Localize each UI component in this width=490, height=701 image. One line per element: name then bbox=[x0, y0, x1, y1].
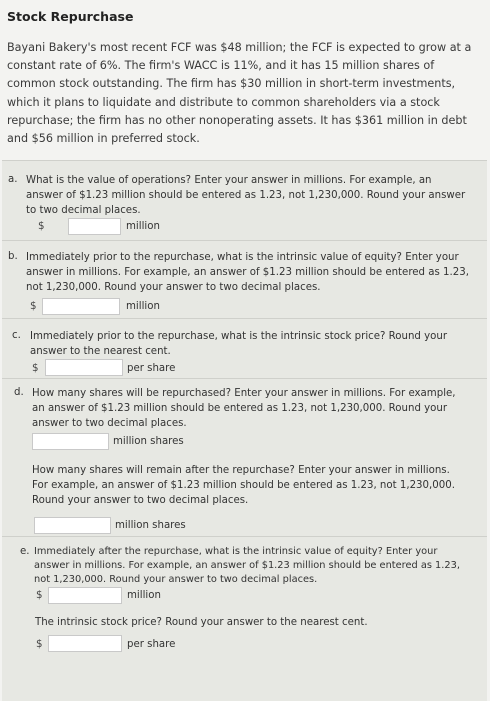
stock-price-after-input[interactable] bbox=[48, 635, 122, 652]
question-c-letter: c. bbox=[12, 330, 21, 341]
shares-remaining-input[interactable] bbox=[34, 517, 111, 534]
question-d-unit: million shares bbox=[113, 436, 184, 447]
question-d-text: How many shares will be repurchased? Enter your answer in millions. For example, an answer of $1.23 million should be entered as 1.23, not 1,230,000. Round your answer to two decimal places. bbox=[32, 388, 456, 429]
question-d bbox=[2, 378, 487, 537]
question-a-dollar: $ bbox=[38, 221, 45, 232]
question-b bbox=[2, 240, 487, 319]
question-c-unit: per share bbox=[127, 363, 176, 374]
problem-title: Stock Repurchase bbox=[7, 9, 134, 24]
question-a-text: What is the value of operations? Enter your answer in millions. For example, an answer of $1.23 million should be entered as 1.23, not 1,230,000. Round your answer to two decimal places. bbox=[26, 175, 466, 216]
problem-intro: Bayani Bakery's most recent FCF was $48 million; the FCF is expected to grow at a constant rate of 6%. The firm's WACC is 11%, and it has 15 million shares of common stock outstanding. The firm has $30 million in short-term investments, which it plans to liquidate and distribute to common shareholders via a stock repurchase; the firm has no other nonoperating assets. It has $361 million in debt and $56 million in preferred stock. bbox=[7, 41, 472, 146]
question-e bbox=[2, 536, 487, 701]
stock-price-before-input[interactable] bbox=[45, 359, 123, 376]
equity-value-after-input[interactable] bbox=[48, 587, 122, 604]
question-b-unit: million bbox=[126, 301, 160, 312]
shares-repurchased-input[interactable] bbox=[32, 433, 109, 450]
question-d-letter: d. bbox=[14, 387, 24, 398]
question-e-unit2: per share bbox=[127, 639, 176, 650]
question-a-letter: a. bbox=[8, 174, 18, 185]
question-a bbox=[2, 160, 487, 241]
equity-value-before-input[interactable] bbox=[42, 298, 120, 315]
question-c-dollar: $ bbox=[32, 363, 39, 374]
question-a-unit: million bbox=[126, 221, 160, 232]
question-e-text2: The intrinsic stock price? Round your answer to the nearest cent. bbox=[35, 617, 368, 628]
question-d-text2: How many shares will remain after the repurchase? Enter your answer in millions. For example, an answer of $1.23 million should be entered as 1.23, not 1,230,000. Round your answer to two decimal places. bbox=[32, 465, 455, 506]
question-b-letter: b. bbox=[8, 251, 18, 262]
question-c bbox=[2, 318, 487, 379]
question-e-text: Immediately after the repurchase, what is the intrinsic value of equity? Enter your answer in millions. For example, an answer of $1.23 million should be entered as 1.23, not 1,230,000. Round your answer to two decimal places. bbox=[34, 546, 460, 585]
question-e-unit: million bbox=[127, 590, 161, 601]
question-d-unit2: million shares bbox=[115, 520, 186, 531]
question-b-dollar: $ bbox=[30, 301, 37, 312]
question-e-dollar: $ bbox=[36, 590, 43, 601]
question-e-dollar2: $ bbox=[36, 639, 43, 650]
question-b-text: Immediately prior to the repurchase, what is the intrinsic value of equity? Enter your answer in millions. For example, an answer of $1.23 million should be entered as 1.23, not 1,230,000. Round your answer to two decimal places. bbox=[26, 252, 469, 293]
value-of-operations-input[interactable] bbox=[68, 218, 121, 235]
question-c-text: Immediately prior to the repurchase, what is the intrinsic stock price? Round your answer to the nearest cent. bbox=[30, 331, 448, 357]
question-e-letter: e. bbox=[20, 546, 30, 557]
